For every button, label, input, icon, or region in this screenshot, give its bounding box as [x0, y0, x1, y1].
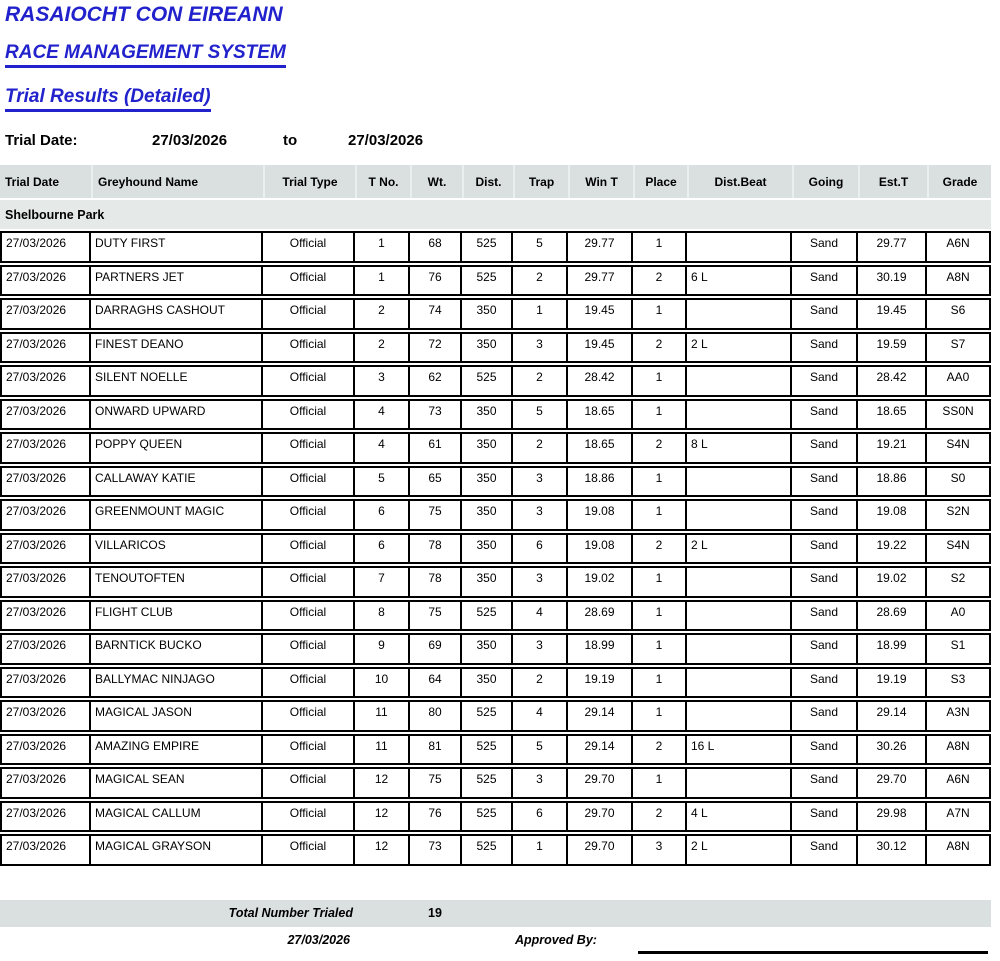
- cell-trap: 6: [511, 533, 568, 565]
- cell-est-t: 29.70: [856, 767, 927, 799]
- cell-grade: A6N: [925, 767, 991, 799]
- cell-wt: 65: [408, 466, 462, 498]
- table-row: [0, 633, 991, 665]
- cell-trial-date: 27/03/2026: [0, 499, 91, 531]
- cell-dist-beat: [685, 566, 792, 598]
- cell-grade: A8N: [925, 265, 991, 297]
- cell-going: Sand: [790, 298, 858, 330]
- cell-trap: 5: [511, 734, 568, 766]
- cell-trial-type: Official: [261, 767, 355, 799]
- cell-place: 2: [631, 734, 687, 766]
- cell-trap: 5: [511, 231, 568, 263]
- cell-dist-beat: [685, 466, 792, 498]
- cell-est-t: 28.69: [856, 600, 927, 632]
- cell-est-t: 29.77: [856, 231, 927, 263]
- cell-trial-date: 27/03/2026: [0, 533, 91, 565]
- cell-greyhound-name: VILLARICOS: [89, 533, 263, 565]
- cell-t-no: 9: [353, 633, 410, 665]
- col-header-wt: Wt.: [410, 165, 462, 198]
- cell-trial-type: Official: [261, 633, 355, 665]
- cell-wt: 73: [408, 834, 462, 866]
- cell-win-t: 29.77: [566, 231, 633, 263]
- cell-win-t: 29.14: [566, 700, 633, 732]
- cell-greyhound-name: AMAZING EMPIRE: [89, 734, 263, 766]
- cell-dist-beat: 6 L: [685, 265, 792, 297]
- cell-trap: 1: [511, 298, 568, 330]
- cell-place: 1: [631, 700, 687, 732]
- cell-trial-type: Official: [261, 466, 355, 498]
- total-trialed-value: 19: [428, 906, 442, 920]
- cell-trap: 1: [511, 834, 568, 866]
- cell-place: 2: [631, 332, 687, 364]
- cell-win-t: 19.45: [566, 298, 633, 330]
- cell-win-t: 19.02: [566, 566, 633, 598]
- trial-date-from: 27/03/2026: [152, 132, 228, 149]
- col-header-est-t: Est.T: [858, 165, 927, 198]
- cell-t-no: 2: [353, 298, 410, 330]
- cell-trial-type: Official: [261, 533, 355, 565]
- cell-t-no: 6: [353, 499, 410, 531]
- cell-trial-type: Official: [261, 700, 355, 732]
- cell-est-t: 18.99: [856, 633, 927, 665]
- cell-trial-type: Official: [261, 801, 355, 833]
- cell-grade: S4N: [925, 432, 991, 464]
- cell-dist: 525: [460, 265, 513, 297]
- col-header-greyhound-name: Greyhound Name: [91, 165, 263, 198]
- cell-going: Sand: [790, 834, 858, 866]
- cell-dist: 350: [460, 432, 513, 464]
- cell-dist: 350: [460, 466, 513, 498]
- cell-greyhound-name: DARRAGHS CASHOUT: [89, 298, 263, 330]
- cell-greyhound-name: SILENT NOELLE: [89, 365, 263, 397]
- cell-greyhound-name: ONWARD UPWARD: [89, 399, 263, 431]
- cell-trial-type: Official: [261, 332, 355, 364]
- cell-place: 3: [631, 834, 687, 866]
- report-footer-date: 27/03/2026: [287, 933, 350, 947]
- cell-wt: 76: [408, 265, 462, 297]
- col-header-grade: Grade: [927, 165, 991, 198]
- cell-t-no: 10: [353, 667, 410, 699]
- cell-t-no: 11: [353, 734, 410, 766]
- cell-dist: 525: [460, 767, 513, 799]
- col-header-win-t: Win T: [568, 165, 633, 198]
- cell-trial-type: Official: [261, 432, 355, 464]
- cell-est-t: 19.02: [856, 566, 927, 598]
- cell-grade: S1: [925, 633, 991, 665]
- cell-wt: 69: [408, 633, 462, 665]
- cell-trial-type: Official: [261, 365, 355, 397]
- cell-wt: 68: [408, 231, 462, 263]
- cell-greyhound-name: FLIGHT CLUB: [89, 600, 263, 632]
- cell-going: Sand: [790, 499, 858, 531]
- cell-est-t: 19.59: [856, 332, 927, 364]
- total-trialed-label: Total Number Trialed: [228, 906, 353, 920]
- cell-going: Sand: [790, 801, 858, 833]
- cell-place: 1: [631, 298, 687, 330]
- cell-trap: 4: [511, 600, 568, 632]
- cell-t-no: 6: [353, 533, 410, 565]
- results-table: [0, 165, 991, 866]
- cell-greyhound-name: POPPY QUEEN: [89, 432, 263, 464]
- cell-place: 2: [631, 432, 687, 464]
- cell-trial-date: 27/03/2026: [0, 399, 91, 431]
- cell-wt: 80: [408, 700, 462, 732]
- table-row: [0, 231, 991, 263]
- cell-dist: 525: [460, 834, 513, 866]
- cell-going: Sand: [790, 466, 858, 498]
- cell-trial-date: 27/03/2026: [0, 667, 91, 699]
- cell-dist-beat: [685, 600, 792, 632]
- cell-place: 1: [631, 499, 687, 531]
- table-row: [0, 600, 991, 632]
- cell-trial-type: Official: [261, 600, 355, 632]
- cell-dist-beat: [685, 231, 792, 263]
- cell-greyhound-name: FINEST DEANO: [89, 332, 263, 364]
- cell-place: 1: [631, 466, 687, 498]
- cell-dist-beat: [685, 767, 792, 799]
- cell-est-t: 28.42: [856, 365, 927, 397]
- col-header-dist: Dist.: [462, 165, 513, 198]
- col-header-dist-beat: Dist.Beat: [687, 165, 792, 198]
- cell-win-t: 28.69: [566, 600, 633, 632]
- cell-greyhound-name: DUTY FIRST: [89, 231, 263, 263]
- cell-trial-date: 27/03/2026: [0, 231, 91, 263]
- cell-grade: S7: [925, 332, 991, 364]
- cell-win-t: 29.70: [566, 767, 633, 799]
- cell-win-t: 29.77: [566, 265, 633, 297]
- cell-place: 2: [631, 265, 687, 297]
- cell-going: Sand: [790, 365, 858, 397]
- table-row: [0, 365, 991, 397]
- table-row: [0, 566, 991, 598]
- cell-est-t: 19.08: [856, 499, 927, 531]
- table-row: [0, 432, 991, 464]
- table-row: [0, 466, 991, 498]
- cell-trap: 3: [511, 566, 568, 598]
- cell-dist-beat: [685, 399, 792, 431]
- cell-trial-date: 27/03/2026: [0, 432, 91, 464]
- cell-win-t: 19.08: [566, 533, 633, 565]
- cell-place: 1: [631, 767, 687, 799]
- cell-wt: 64: [408, 667, 462, 699]
- cell-t-no: 8: [353, 600, 410, 632]
- cell-going: Sand: [790, 533, 858, 565]
- cell-grade: A8N: [925, 734, 991, 766]
- cell-trial-type: Official: [261, 834, 355, 866]
- cell-trap: 6: [511, 801, 568, 833]
- cell-trial-date: 27/03/2026: [0, 633, 91, 665]
- cell-wt: 81: [408, 734, 462, 766]
- cell-win-t: 19.45: [566, 332, 633, 364]
- cell-greyhound-name: MAGICAL SEAN: [89, 767, 263, 799]
- cell-trap: 3: [511, 499, 568, 531]
- table-row: [0, 399, 991, 431]
- cell-place: 2: [631, 533, 687, 565]
- cell-win-t: 28.42: [566, 365, 633, 397]
- cell-grade: A3N: [925, 700, 991, 732]
- cell-grade: S2: [925, 566, 991, 598]
- cell-dist: 525: [460, 734, 513, 766]
- cell-trial-date: 27/03/2026: [0, 466, 91, 498]
- cell-greyhound-name: PARTNERS JET: [89, 265, 263, 297]
- cell-grade: S4N: [925, 533, 991, 565]
- cell-t-no: 3: [353, 365, 410, 397]
- cell-going: Sand: [790, 265, 858, 297]
- cell-dist-beat: 8 L: [685, 432, 792, 464]
- trial-date-to-word: to: [283, 132, 298, 149]
- cell-dist: 350: [460, 566, 513, 598]
- cell-dist-beat: [685, 667, 792, 699]
- cell-t-no: 4: [353, 432, 410, 464]
- cell-trial-type: Official: [261, 231, 355, 263]
- table-row: [0, 332, 991, 364]
- cell-grade: S6: [925, 298, 991, 330]
- table-row: [0, 700, 991, 732]
- cell-grade: S2N: [925, 499, 991, 531]
- cell-grade: S3: [925, 667, 991, 699]
- cell-grade: SS0N: [925, 399, 991, 431]
- cell-trial-type: Official: [261, 667, 355, 699]
- cell-t-no: 11: [353, 700, 410, 732]
- cell-trial-date: 27/03/2026: [0, 600, 91, 632]
- cell-going: Sand: [790, 332, 858, 364]
- cell-place: 1: [631, 399, 687, 431]
- cell-place: 1: [631, 365, 687, 397]
- cell-going: Sand: [790, 399, 858, 431]
- cell-est-t: 19.22: [856, 533, 927, 565]
- cell-trial-date: 27/03/2026: [0, 767, 91, 799]
- cell-dist: 350: [460, 633, 513, 665]
- cell-place: 2: [631, 801, 687, 833]
- table-row: [0, 265, 991, 297]
- cell-dist: 350: [460, 332, 513, 364]
- cell-going: Sand: [790, 600, 858, 632]
- cell-t-no: 12: [353, 801, 410, 833]
- cell-place: 1: [631, 231, 687, 263]
- cell-going: Sand: [790, 566, 858, 598]
- cell-trial-type: Official: [261, 265, 355, 297]
- report-title-link[interactable]: Trial Results (Detailed): [5, 86, 211, 112]
- cell-trial-date: 27/03/2026: [0, 566, 91, 598]
- cell-place: 1: [631, 600, 687, 632]
- cell-t-no: 4: [353, 399, 410, 431]
- cell-t-no: 5: [353, 466, 410, 498]
- table-row: [0, 667, 991, 699]
- col-header-place: Place: [633, 165, 687, 198]
- cell-trial-type: Official: [261, 734, 355, 766]
- cell-going: Sand: [790, 700, 858, 732]
- cell-est-t: 19.19: [856, 667, 927, 699]
- cell-dist: 350: [460, 667, 513, 699]
- venue-label: Shelbourne Park: [5, 207, 105, 222]
- cell-trial-date: 27/03/2026: [0, 801, 91, 833]
- cell-t-no: 1: [353, 265, 410, 297]
- cell-dist-beat: 4 L: [685, 801, 792, 833]
- cell-grade: AA0: [925, 365, 991, 397]
- cell-dist-beat: [685, 298, 792, 330]
- cell-est-t: 30.12: [856, 834, 927, 866]
- cell-t-no: 7: [353, 566, 410, 598]
- cell-dist: 350: [460, 499, 513, 531]
- cell-wt: 75: [408, 499, 462, 531]
- cell-trap: 3: [511, 332, 568, 364]
- cell-trial-date: 27/03/2026: [0, 332, 91, 364]
- cell-greyhound-name: BALLYMAC NINJAGO: [89, 667, 263, 699]
- trial-date-label: Trial Date:: [5, 132, 78, 149]
- cell-dist: 525: [460, 365, 513, 397]
- cell-dist: 525: [460, 801, 513, 833]
- org-title: RASAIOCHT CON EIREANN: [5, 3, 283, 26]
- cell-dist-beat: [685, 499, 792, 531]
- cell-going: Sand: [790, 432, 858, 464]
- cell-win-t: 18.65: [566, 399, 633, 431]
- table-row: [0, 834, 991, 866]
- cell-wt: 78: [408, 566, 462, 598]
- cell-wt: 62: [408, 365, 462, 397]
- cell-win-t: 19.19: [566, 667, 633, 699]
- cell-est-t: 29.14: [856, 700, 927, 732]
- cell-going: Sand: [790, 633, 858, 665]
- cell-trial-date: 27/03/2026: [0, 700, 91, 732]
- cell-est-t: 29.98: [856, 801, 927, 833]
- table-row: [0, 298, 991, 330]
- cell-wt: 72: [408, 332, 462, 364]
- cell-trial-date: 27/03/2026: [0, 734, 91, 766]
- cell-trial-type: Official: [261, 499, 355, 531]
- cell-grade: A6N: [925, 231, 991, 263]
- cell-trap: 3: [511, 633, 568, 665]
- cell-dist-beat: 16 L: [685, 734, 792, 766]
- cell-trial-type: Official: [261, 399, 355, 431]
- cell-greyhound-name: BARNTICK BUCKO: [89, 633, 263, 665]
- cell-trap: 2: [511, 365, 568, 397]
- cell-win-t: 29.70: [566, 834, 633, 866]
- cell-grade: S0: [925, 466, 991, 498]
- cell-dist: 350: [460, 298, 513, 330]
- table-header-row: [0, 165, 991, 198]
- table-row: [0, 801, 991, 833]
- table-row: [0, 499, 991, 531]
- cell-dist-beat: [685, 700, 792, 732]
- cell-est-t: 30.19: [856, 265, 927, 297]
- cell-t-no: 12: [353, 834, 410, 866]
- cell-going: Sand: [790, 767, 858, 799]
- cell-wt: 73: [408, 399, 462, 431]
- col-header-trap: Trap: [513, 165, 568, 198]
- cell-going: Sand: [790, 231, 858, 263]
- cell-wt: 78: [408, 533, 462, 565]
- cell-dist-beat: 2 L: [685, 332, 792, 364]
- cell-trap: 4: [511, 700, 568, 732]
- cell-trial-date: 27/03/2026: [0, 265, 91, 297]
- cell-dist: 350: [460, 533, 513, 565]
- cell-trap: 2: [511, 265, 568, 297]
- cell-dist: 525: [460, 600, 513, 632]
- signature-line: [638, 951, 988, 954]
- table-body: [0, 231, 991, 866]
- cell-grade: A0: [925, 600, 991, 632]
- cell-dist: 525: [460, 231, 513, 263]
- cell-win-t: 29.70: [566, 801, 633, 833]
- cell-going: Sand: [790, 667, 858, 699]
- col-header-t-no: T No.: [355, 165, 410, 198]
- cell-t-no: 1: [353, 231, 410, 263]
- cell-place: 1: [631, 633, 687, 665]
- cell-est-t: 18.65: [856, 399, 927, 431]
- total-band: [0, 900, 991, 927]
- table-row: [0, 767, 991, 799]
- cell-wt: 61: [408, 432, 462, 464]
- cell-win-t: 19.08: [566, 499, 633, 531]
- cell-trial-type: Official: [261, 566, 355, 598]
- cell-trial-type: Official: [261, 298, 355, 330]
- cell-trap: 3: [511, 466, 568, 498]
- table-row: [0, 533, 991, 565]
- cell-grade: A7N: [925, 801, 991, 833]
- cell-wt: 76: [408, 801, 462, 833]
- col-header-going: Going: [792, 165, 858, 198]
- cell-greyhound-name: GREENMOUNT MAGIC: [89, 499, 263, 531]
- cell-wt: 75: [408, 600, 462, 632]
- table-row: [0, 734, 991, 766]
- system-title-link[interactable]: RACE MANAGEMENT SYSTEM: [5, 42, 286, 68]
- cell-dist: 525: [460, 700, 513, 732]
- cell-trial-date: 27/03/2026: [0, 365, 91, 397]
- cell-t-no: 2: [353, 332, 410, 364]
- cell-wt: 74: [408, 298, 462, 330]
- cell-greyhound-name: MAGICAL CALLUM: [89, 801, 263, 833]
- cell-going: Sand: [790, 734, 858, 766]
- cell-win-t: 29.14: [566, 734, 633, 766]
- cell-dist-beat: [685, 633, 792, 665]
- cell-trial-date: 27/03/2026: [0, 834, 91, 866]
- cell-grade: A8N: [925, 834, 991, 866]
- trial-date-to: 27/03/2026: [348, 132, 424, 149]
- cell-est-t: 19.45: [856, 298, 927, 330]
- col-header-trial-type: Trial Type: [263, 165, 355, 198]
- cell-trap: 5: [511, 399, 568, 431]
- cell-trap: 3: [511, 767, 568, 799]
- cell-dist-beat: 2 L: [685, 533, 792, 565]
- cell-trap: 2: [511, 432, 568, 464]
- cell-win-t: 18.86: [566, 466, 633, 498]
- cell-greyhound-name: MAGICAL JASON: [89, 700, 263, 732]
- cell-dist-beat: 2 L: [685, 834, 792, 866]
- venue-row: [0, 200, 991, 229]
- cell-dist: 350: [460, 399, 513, 431]
- cell-est-t: 19.21: [856, 432, 927, 464]
- cell-place: 1: [631, 566, 687, 598]
- cell-t-no: 12: [353, 767, 410, 799]
- cell-est-t: 30.26: [856, 734, 927, 766]
- cell-greyhound-name: MAGICAL GRAYSON: [89, 834, 263, 866]
- cell-trial-date: 27/03/2026: [0, 298, 91, 330]
- cell-win-t: 18.65: [566, 432, 633, 464]
- cell-est-t: 18.86: [856, 466, 927, 498]
- cell-wt: 75: [408, 767, 462, 799]
- cell-greyhound-name: CALLAWAY KATIE: [89, 466, 263, 498]
- cell-trap: 2: [511, 667, 568, 699]
- cell-greyhound-name: TENOUTOFTEN: [89, 566, 263, 598]
- col-header-trial-date: Trial Date: [5, 174, 60, 189]
- cell-place: 1: [631, 667, 687, 699]
- cell-win-t: 18.99: [566, 633, 633, 665]
- approved-by-label: Approved By:: [515, 933, 597, 947]
- cell-dist-beat: [685, 365, 792, 397]
